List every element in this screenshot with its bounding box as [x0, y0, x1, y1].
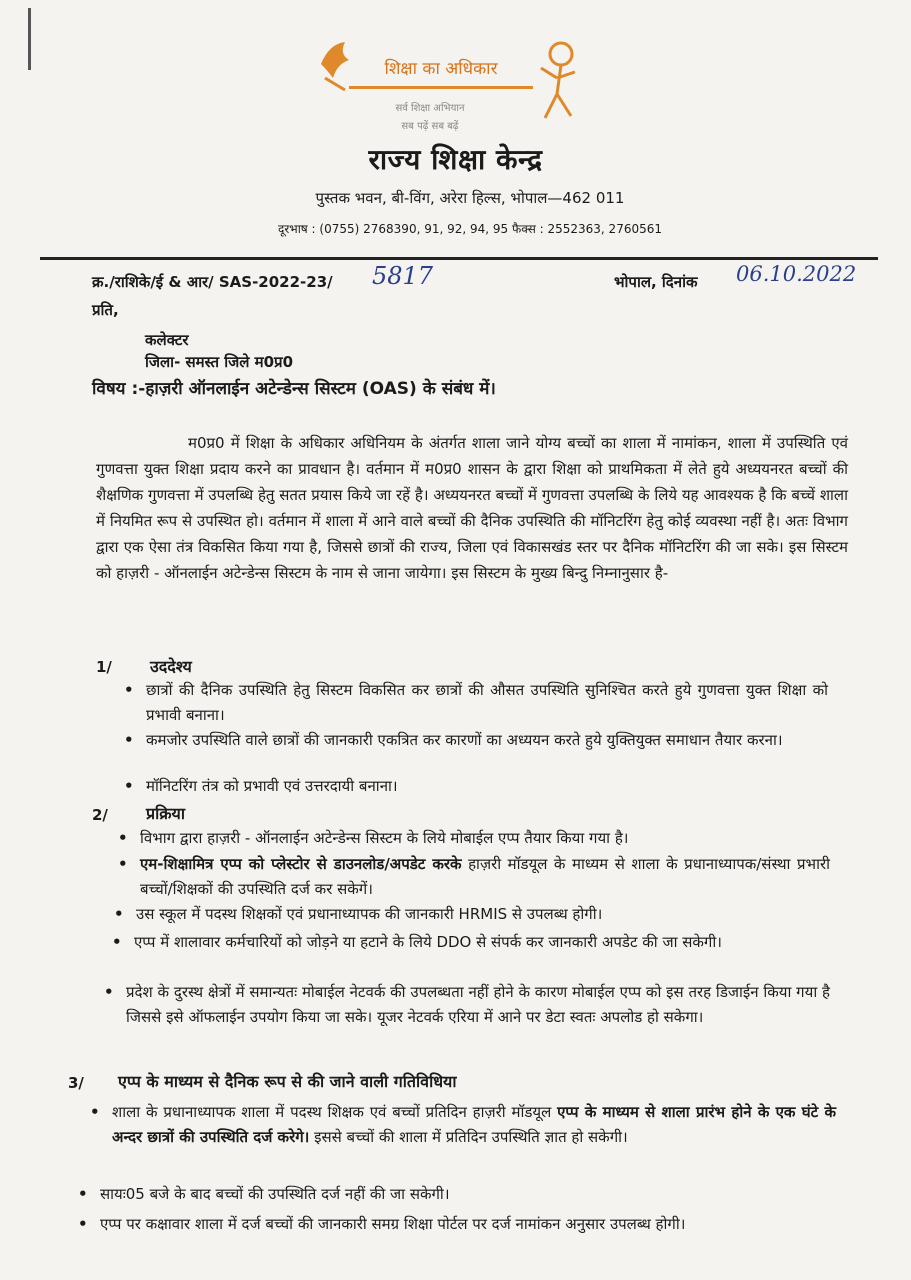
list-item: • शाला के प्रधानाध्यापक शाला में पदस्थ शिक्षक एवं बच्चों प्रतिदिन हाज़री मॉडयूल एप्प के माध्यम से शाला प्रारंभ होने के एक घंटे के अन्दर छात्रों की उपस्थिति दर्ज करेगे। इससे बच्चों की शाला में प्रतिदिन उपस्थिति ज्ञात हो सकेगी। — [112, 1100, 836, 1150]
bullet-icon: • — [118, 829, 128, 847]
bullet-icon: • — [114, 905, 124, 923]
bullet-icon: • — [90, 1103, 100, 1121]
section-title: उददेश्य — [150, 657, 192, 676]
letter-subject: विषय :-हाज़री ऑनलाईन अटेन्डेन्स सिस्टम (OAS) के संबंध में। — [92, 379, 496, 399]
logo-tagline: सर्व शिक्षा अभियान — [395, 103, 465, 114]
list-item: • सायः05 बजे के बाद बच्चों की उपस्थिति दर्ज नहीं की जा सकेगी। — [100, 1182, 836, 1207]
date-handwritten: 06.10.2022 — [736, 262, 857, 286]
bullet-icon: • — [112, 933, 122, 951]
reference-number-handwritten: 5817 — [372, 262, 434, 290]
bullet-icon: • — [124, 777, 134, 795]
section-number: 1/ — [96, 658, 112, 676]
scan-edge-mark — [28, 8, 31, 70]
letterhead-divider — [40, 257, 878, 260]
section-title: एप्प के माध्यम से दैनिक रूप से की जाने वाली गतिविधिया — [118, 1072, 457, 1091]
reference-number: क्र./राशिके/ई & आर/ SAS-2022-23/ — [92, 273, 333, 291]
place-date-label: भोपाल, दिनांक — [614, 273, 698, 291]
addressee-recipient: कलेक्टर — [145, 331, 189, 349]
organization-phone: दूरभाष : (0755) 2768390, 91, 92, 94, 95 फैक्स : 2552363, 2760561 — [277, 222, 663, 236]
logo-title: शिक्षा का अधिकार — [349, 52, 533, 89]
addressee-district: जिला- समस्त जिले म0प्र0 — [145, 353, 294, 371]
intro-paragraph: म0प्र0 में शिक्षा के अधिकार अधिनियम के अंतर्गत शाला जाने योग्य बच्चों का शाला में नामांकन, शाला में उपस्थिति एवं गुणवत्ता युक्त शिक्षा प्रदाय करने का प्रावधान है। वर्तमान में म0प्र0 शासन के द्वारा शिक्षा को प्राथमिकता में लेते हुये अध्ययनरत बच्चों की शैक्षणिक गुणवत्ता में उपलब्धि हेतु सतत प्रयास किये जा रहें है। अध्ययनरत बच्चों में गुणवत्ता उपलब्धि के लिये यह आवश्यक है कि बच्चें शाला में नियमित रूप से उपस्थित हो। वर्तमान में शाला में आने वाले बच्चों की दैनिक उपस्थिति की मॉनिटरिंग हेतु कोई व्यवस्था नहीं है। अतः विभाग द्वारा एक ऐसा तंत्र विकसित किया गया है, जिससे छात्रों की राज्य, जिला एवं विकासखंड स्तर पर दैनिक मॉनिटरिंग की जा सके। इस सिस्टम को हाज़री - ऑनलाईन अटेन्डेन्स सिस्टम के नाम से जाना जायेगा। इस सिस्टम के मुख्य बिन्दु निम्नानुसार है- — [96, 434, 848, 582]
bullet-icon: • — [78, 1185, 88, 1203]
organization-name: राज्य शिक्षा केन्द्र — [368, 143, 543, 176]
addressee-to: प्रति, — [92, 301, 119, 319]
bullet-icon: • — [78, 1215, 88, 1233]
list-item: • विभाग द्वारा हाज़री - ऑनलाईन अटेन्डेन्स सिस्टम के लिये मोबाईल एप्प तैयार किया गया है। — [140, 826, 830, 851]
logo-tagline-2: सब पढ़ें सब बढ़ें — [401, 121, 459, 132]
organization-address: पुस्तक भवन, बी-विंग, अरेरा हिल्स, भोपाल—462 011 — [315, 189, 625, 207]
bullet-icon: • — [104, 983, 114, 1001]
bullet-icon: • — [124, 731, 134, 749]
section-title: प्रक्रिया — [146, 804, 185, 823]
list-item: • छात्रों की दैनिक उपस्थिति हेतु सिस्टम विकसित कर छात्रों की औसत उपस्थिति सुनिश्चित करते हुये गुणवत्ता युक्त शिक्षा को प्रभावी बनाना। — [146, 678, 828, 728]
bullet-icon: • — [118, 855, 128, 873]
section-number: 2/ — [92, 806, 108, 824]
list-item: • मॉनिटरिंग तंत्र को प्रभावी एवं उत्तरदायी बनाना। — [146, 774, 828, 799]
list-item: • एप्प पर कक्षावार शाला में दर्ज बच्चों की जानकारी समग्र शिक्षा पोर्टल पर दर्ज नामांकन अनुसार उपलब्ध होगी। — [100, 1212, 836, 1237]
list-item: • उस स्कूल में पदस्थ शिक्षकों एवं प्रधानाध्यापक की जानकारी HRMIS से उपलब्ध होगी। — [136, 902, 830, 927]
bullet-icon: • — [124, 681, 134, 699]
list-item: • प्रदेश के दुरस्थ क्षेत्रों में समान्यतः मोबाईल नेटवर्क की उपलब्धता नहीं होने के कारण मोबाईल एप्प को इस तरह डिजाईन किया गया है जिससे इसे ऑफलाईन उपयोग किया जा सके। यूजर नेटवर्क एरिया में आने पर डेटा स्वतः अपलोड हो सकेगा। — [126, 980, 830, 1030]
section-number: 3/ — [68, 1074, 84, 1092]
rte-logo — [315, 30, 585, 140]
list-item: • एम-शिक्षामित्र एप्प को प्लेस्टोर से डाउनलोड/अपडेट करके हाज़री मॉडयूल के माध्यम से शाला के प्रधानाध्यापक/संस्था प्रभारी बच्चों/शिक्षकों की उपस्थिति दर्ज कर सकेगें। — [140, 852, 830, 902]
list-item: • कमजोर उपस्थिति वाले छात्रों की जानकारी एकत्रित कर कारणों का अध्ययन करते हुये युक्तियुक्त समाधान तैयार करना। — [146, 728, 828, 753]
list-item: • एप्प में शालावार कर्मचारियों को जोड़ने या हटाने के लिये DDO से संपर्क कर जानकारी अपडेट की जा सकेगी। — [134, 930, 830, 955]
